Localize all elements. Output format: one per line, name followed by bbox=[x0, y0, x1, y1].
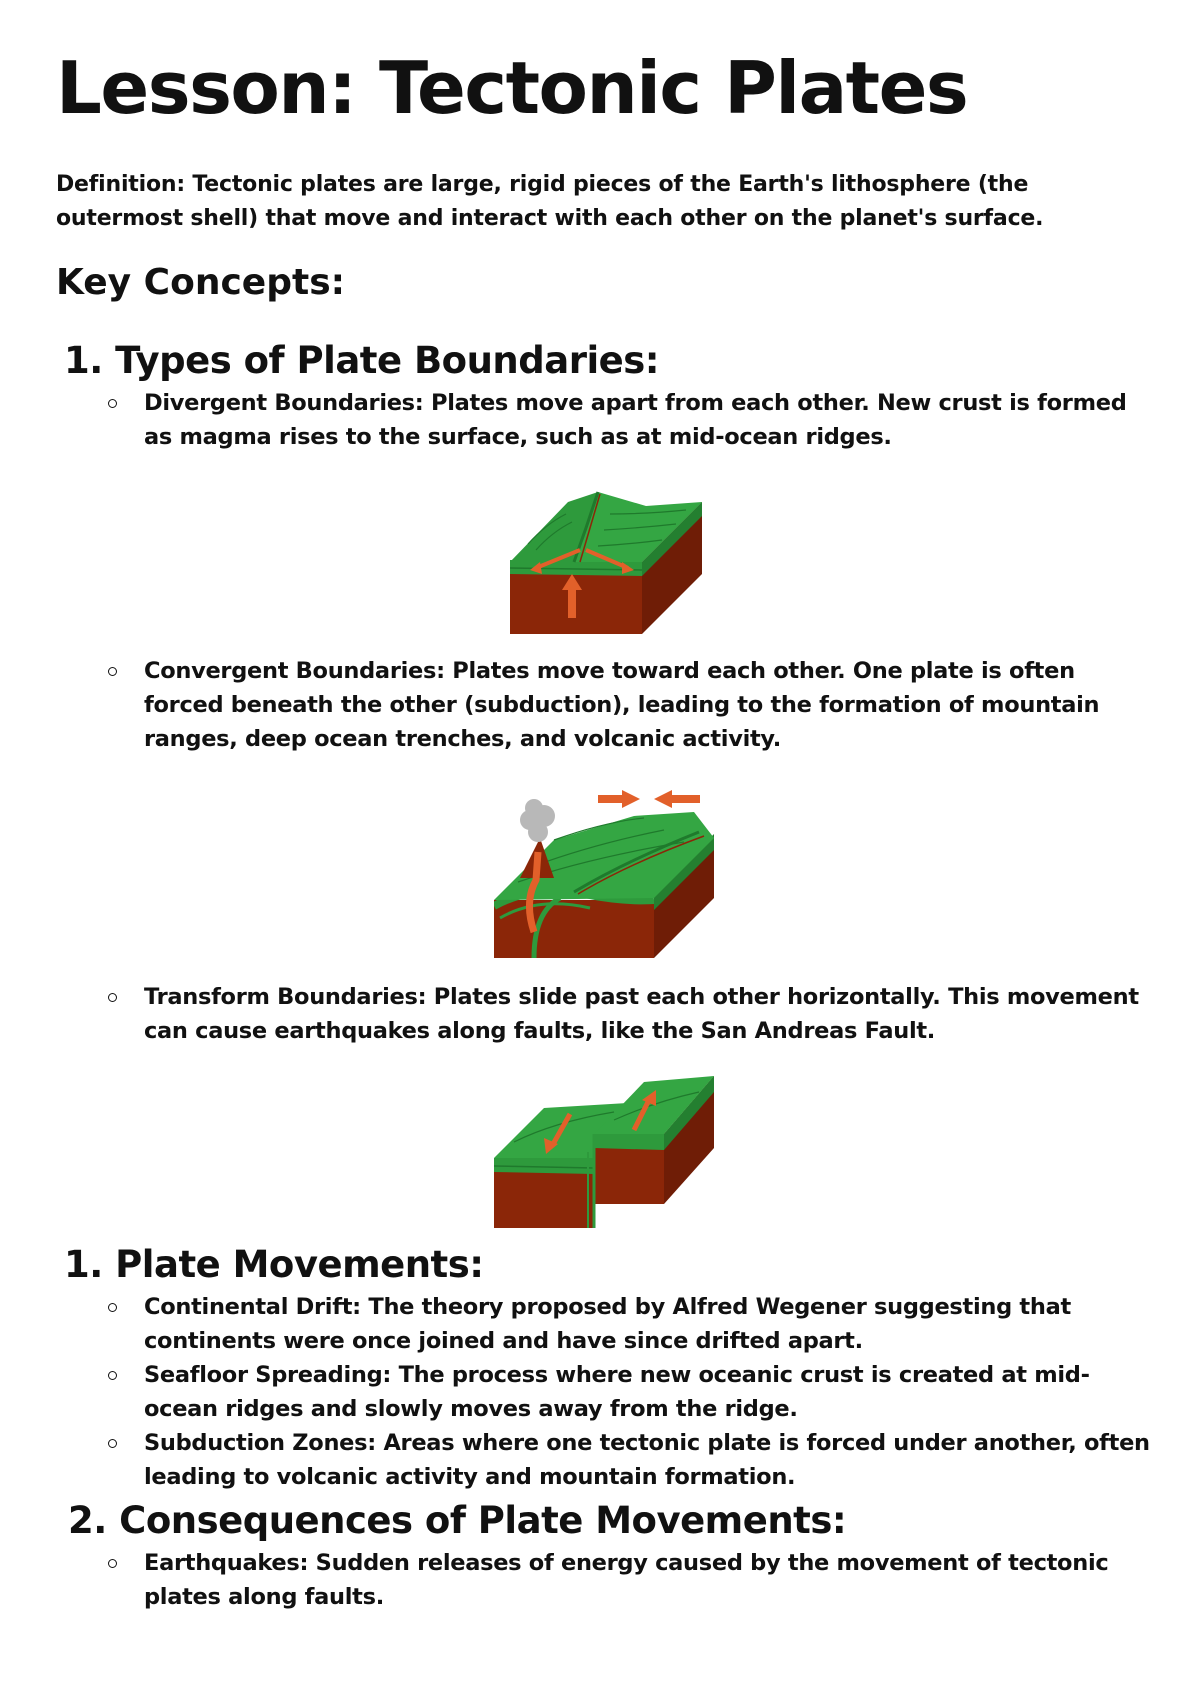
list-item bbox=[100, 654, 1150, 756]
list-item bbox=[100, 980, 1150, 1048]
consequences-heading: 2. Consequences of Plate Movements: bbox=[68, 1499, 847, 1542]
divergent-boundary-diagram bbox=[506, 484, 702, 634]
plate-movements-heading: 1. Plate Movements: bbox=[64, 1243, 484, 1286]
bullet-list bbox=[100, 980, 1150, 1048]
convergent-boundary-diagram bbox=[494, 782, 714, 958]
bullet-list bbox=[100, 1546, 1150, 1614]
seafloor-spreading-text: Seafloor Spreading: The process where new oceanic crust is created at mid-ocean ridges and slowly moves away from the ridge. bbox=[144, 1362, 1090, 1422]
list-item bbox=[100, 386, 1150, 454]
magma-arrow bbox=[568, 588, 576, 618]
circle-bullet-icon bbox=[108, 1559, 117, 1568]
circle-bullet-icon bbox=[108, 1439, 117, 1448]
bullet-list bbox=[100, 386, 1150, 454]
circle-bullet-icon bbox=[108, 399, 117, 408]
circle-bullet-icon bbox=[108, 1371, 117, 1380]
list-item bbox=[100, 1426, 1150, 1494]
divergent-text: Divergent Boundaries: Plates move apart from each other. New crust is formed as magma rises to the surface, such as at mid-ocean ridges. bbox=[144, 390, 1127, 450]
list-item bbox=[100, 1358, 1150, 1426]
plate-boundaries-heading: 1. Types of Plate Boundaries: bbox=[64, 339, 660, 382]
continental-drift-text: Continental Drift: The theory proposed by Alfred Wegener suggesting that continents were once joined and have since drifted apart. bbox=[144, 1294, 1071, 1354]
key-concepts-heading: Key Concepts: bbox=[56, 262, 346, 303]
convergent-text: Convergent Boundaries: Plates move toward each other. One plate is often forced beneath the other (subduction), leading to the formation of mountain ranges, deep ocean trenches, and volcanic activity. bbox=[144, 658, 1100, 752]
compression-arrow-right bbox=[670, 795, 700, 803]
list-item bbox=[100, 1290, 1150, 1358]
circle-bullet-icon bbox=[108, 1303, 117, 1312]
compression-arrow-left bbox=[598, 795, 624, 803]
circle-bullet-icon bbox=[108, 993, 117, 1002]
subduction-zones-text: Subduction Zones: Areas where one tectonic plate is forced under another, often leading to volcanic activity and mountain formation. bbox=[144, 1430, 1150, 1490]
definition-text: Definition: Tectonic plates are large, rigid pieces of the Earth's lithosphere (the outermost shell) that move and interact with each other on the planet's surface. bbox=[56, 172, 1044, 231]
earthquakes-text: Earthquakes: Sudden releases of energy caused by the movement of tectonic plates along faults. bbox=[144, 1550, 1109, 1610]
list-item bbox=[100, 1546, 1150, 1614]
bullet-list bbox=[100, 1290, 1150, 1494]
bullet-list bbox=[100, 654, 1150, 756]
circle-bullet-icon bbox=[108, 667, 117, 676]
transform-text: Transform Boundaries: Plates slide past each other horizontally. This movement can cause earthquakes along faults, like the San Andreas Fault. bbox=[144, 984, 1139, 1044]
transform-boundary-diagram bbox=[494, 1072, 714, 1228]
page-title: Lesson: Tectonic Plates bbox=[56, 46, 968, 130]
